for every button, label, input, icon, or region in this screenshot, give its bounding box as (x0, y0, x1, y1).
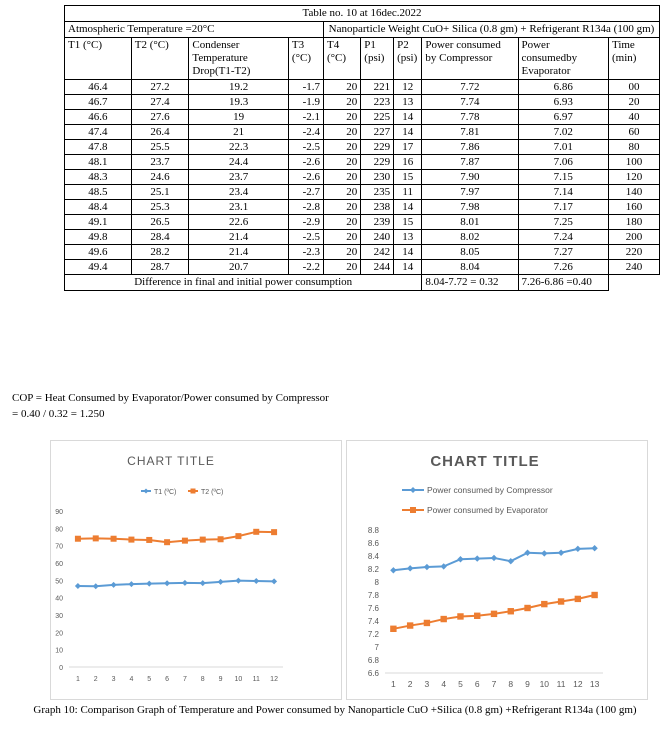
x-tick-label: 9 (525, 679, 530, 689)
table-cell: 7.86 (422, 140, 518, 155)
table-cell: 20 (323, 125, 360, 140)
difference-compressor: 8.04-7.72 = 0.32 (422, 275, 518, 291)
table-cell: 20 (323, 170, 360, 185)
table-cell: 23.7 (189, 170, 289, 185)
y-tick-label: 6.6 (367, 669, 379, 678)
table-cell: 48.3 (65, 170, 132, 185)
table-cell: 46.4 (65, 80, 132, 95)
data-point (146, 581, 152, 587)
x-tick-label: 8 (200, 676, 205, 683)
table-cell: 7.02 (518, 125, 608, 140)
y-tick-label: 7.6 (367, 604, 379, 613)
data-point (75, 583, 81, 589)
column-header: Time (min) (608, 38, 659, 80)
table-cell: 46.6 (65, 110, 132, 125)
x-tick-label: 10 (234, 676, 243, 683)
table-cell: 19 (189, 110, 289, 125)
data-point (474, 613, 480, 619)
data-point (182, 538, 188, 544)
difference-row (65, 275, 660, 291)
table-cell: 200 (608, 230, 659, 245)
table-cell: 23.1 (189, 200, 289, 215)
x-tick-label: 5 (458, 679, 463, 689)
table-cell: -2.9 (288, 215, 323, 230)
column-header: Condenser Temperature Drop(T1-T2) (189, 38, 289, 80)
table-cell: 14 (394, 245, 422, 260)
y-tick-label: 40 (55, 595, 63, 603)
table-cell: 7.27 (518, 245, 608, 260)
table-cell: 28.4 (131, 230, 189, 245)
data-point (253, 529, 259, 535)
header-row (65, 38, 660, 80)
table-cell: 7.24 (518, 230, 608, 245)
table-cell: 6.86 (518, 80, 608, 95)
table-cell: 6.93 (518, 95, 608, 110)
data-point (390, 626, 396, 632)
table-row (65, 185, 660, 200)
cop-value: = 0.40 / 0.32 = 1.250 (12, 408, 105, 420)
chart-title: CHART TITLE (127, 454, 215, 468)
table-cell: 21.4 (189, 230, 289, 245)
data-point (440, 616, 446, 622)
table-cell: 7.01 (518, 140, 608, 155)
table-cell: 20.7 (189, 260, 289, 275)
y-tick-label: 6.8 (367, 656, 379, 665)
table-cell: 20 (323, 95, 360, 110)
x-tick-label: 1 (391, 679, 396, 689)
table-cell: 14 (394, 260, 422, 275)
table-cell: 11 (394, 185, 422, 200)
table-cell: 8.04 (422, 260, 518, 275)
column-header: T2 (°C) (131, 38, 189, 80)
table-cell: 230 (361, 170, 394, 185)
x-tick-label: 3 (424, 679, 430, 689)
table-cell: 49.4 (65, 260, 132, 275)
table-cell: 47.8 (65, 140, 132, 155)
table-cell: 20 (323, 155, 360, 170)
table-row (65, 245, 660, 260)
data-point (591, 545, 597, 551)
data-point (575, 546, 581, 552)
y-tick-label: 20 (55, 630, 63, 638)
data-point (457, 556, 463, 562)
data-point (164, 539, 170, 545)
table-cell: 20 (323, 110, 360, 125)
table-cell: 7.17 (518, 200, 608, 215)
y-tick-label: 80 (55, 526, 63, 534)
table-cell: 00 (608, 80, 659, 95)
data-point (410, 507, 416, 513)
table-row (65, 230, 660, 245)
table-cell: 80 (608, 140, 659, 155)
table-row (65, 110, 660, 125)
table-cell: 20 (323, 215, 360, 230)
data-point (144, 489, 149, 494)
table-cell: 20 (323, 140, 360, 155)
table-cell: 21 (189, 125, 289, 140)
data-point (524, 605, 530, 611)
data-point (491, 555, 497, 561)
table-cell: 244 (361, 260, 394, 275)
temperature-chart-panel (50, 440, 342, 700)
y-tick-label: 10 (55, 647, 63, 655)
data-point (75, 536, 81, 542)
table-cell: 7.90 (422, 170, 518, 185)
table-cell: 14 (394, 110, 422, 125)
x-tick-label: 13 (589, 679, 600, 689)
table-cell: 22.3 (189, 140, 289, 155)
table-cell: 24.6 (131, 170, 189, 185)
data-point (128, 537, 134, 543)
table-cell: 221 (361, 80, 394, 95)
data-point (591, 592, 597, 598)
x-tick-label: 5 (147, 676, 152, 683)
table-cell: 20 (323, 260, 360, 275)
graph-caption: Graph 10: Comparison Graph of Temperature and Power consumed by Nanoparticle CuO +Silica (0.8 gm) +Refrigerant R134a (100 gm) (33, 704, 637, 716)
column-header: Power consumed by Compressor (422, 38, 518, 80)
y-tick-label: 70 (55, 543, 63, 551)
y-tick-label: 8.8 (367, 526, 379, 535)
x-tick-label: 10 (539, 679, 550, 689)
empty-cell (608, 275, 659, 291)
table-cell: 17 (394, 140, 422, 155)
table-cell: 238 (361, 200, 394, 215)
table-cell: 60 (608, 125, 659, 140)
y-tick-label: 8.2 (367, 565, 379, 574)
table-cell: 15 (394, 215, 422, 230)
data-point (410, 487, 416, 493)
table-cell: 227 (361, 125, 394, 140)
data-point (218, 536, 224, 542)
nanoparticle-weight: Nanoparticle Weight CuO+ Silica (0.8 gm) + Refrigerant R134a (100 gm) (323, 22, 659, 38)
table-cell: 7.98 (422, 200, 518, 215)
table-cell: 239 (361, 215, 394, 230)
data-table (64, 5, 660, 291)
y-tick-label: 7.2 (367, 630, 379, 639)
table-cell: 220 (608, 245, 659, 260)
x-tick-label: 1 (75, 676, 80, 683)
table-cell: 7.81 (422, 125, 518, 140)
table-cell: 13 (394, 230, 422, 245)
difference-label: Difference in final and initial power consumption (65, 275, 422, 291)
data-point (271, 529, 277, 535)
data-point (200, 537, 206, 543)
table-cell: 7.87 (422, 155, 518, 170)
table-cell: -1.7 (288, 80, 323, 95)
x-tick-label: 3 (111, 676, 116, 683)
table-cell: 48.5 (65, 185, 132, 200)
data-point (541, 601, 547, 607)
data-point (128, 581, 134, 587)
x-tick-label: 8 (508, 679, 514, 689)
table-cell: 14 (394, 200, 422, 215)
legend-label: T2 (ºC) (201, 489, 224, 496)
table-cell: 12 (394, 80, 422, 95)
table-cell: 19.2 (189, 80, 289, 95)
data-point (93, 583, 99, 589)
data-point (424, 564, 430, 570)
table-cell: 47.4 (65, 125, 132, 140)
x-tick-label: 7 (491, 679, 497, 689)
column-header: P1 (psi) (361, 38, 394, 80)
data-point (235, 578, 241, 584)
table-cell: 7.25 (518, 215, 608, 230)
x-tick-label: 6 (474, 679, 480, 689)
table-cell: 48.4 (65, 200, 132, 215)
table-row (65, 125, 660, 140)
table-cell: 46.7 (65, 95, 132, 110)
table-cell: 27.6 (131, 110, 189, 125)
x-tick-label: 12 (573, 679, 583, 689)
table-cell: 20 (323, 200, 360, 215)
y-tick-label: 8.6 (367, 539, 379, 548)
data-point (474, 555, 480, 561)
table-cell: 22.6 (189, 215, 289, 230)
data-point (253, 578, 259, 584)
table-cell: -2.1 (288, 110, 323, 125)
data-point (111, 582, 117, 588)
table-cell: -2.2 (288, 260, 323, 275)
table-cell: 48.1 (65, 155, 132, 170)
column-header: T1 (°C) (65, 38, 132, 80)
chart-title: CHART TITLE (430, 453, 540, 470)
y-tick-label: 0 (59, 665, 63, 672)
table-cell: -2.3 (288, 245, 323, 260)
y-tick-label: 7.4 (367, 617, 379, 626)
table-cell: 7.14 (518, 185, 608, 200)
table-cell: 40 (608, 110, 659, 125)
data-point (541, 550, 547, 556)
table-cell: -2.4 (288, 125, 323, 140)
table-cell: -2.8 (288, 200, 323, 215)
data-point (575, 596, 581, 602)
table-row (65, 215, 660, 230)
table-cell: 26.4 (131, 125, 189, 140)
x-tick-label: 2 (93, 676, 98, 683)
data-point (271, 578, 277, 584)
table-cell: 28.2 (131, 245, 189, 260)
y-tick-label: 50 (55, 578, 63, 586)
table-cell: 26.5 (131, 215, 189, 230)
data-point (491, 611, 497, 617)
table-cell: 8.05 (422, 245, 518, 260)
table-cell: 120 (608, 170, 659, 185)
table-cell: 13 (394, 95, 422, 110)
difference-evaporator: 7.26-6.86 =0.40 (518, 275, 608, 291)
column-header: Power consumedby Evaporator (518, 38, 608, 80)
data-point (235, 533, 241, 539)
legend-label: Power consumed by Evaporator (427, 505, 548, 515)
y-tick-label: 60 (55, 561, 63, 568)
table-cell: 27.4 (131, 95, 189, 110)
table-cell: 180 (608, 215, 659, 230)
x-tick-label: 12 (270, 676, 278, 683)
table-cell: 23.7 (131, 155, 189, 170)
table-row (65, 170, 660, 185)
table-cell: 242 (361, 245, 394, 260)
table-cell: 240 (608, 260, 659, 275)
column-header: T3 (°C) (288, 38, 323, 80)
table-cell: 23.4 (189, 185, 289, 200)
table-cell: 7.15 (518, 170, 608, 185)
data-point (182, 580, 188, 586)
data-point (424, 620, 430, 626)
table-row (65, 155, 660, 170)
table-cell: -2.6 (288, 170, 323, 185)
table-cell: 100 (608, 155, 659, 170)
data-point (457, 613, 463, 619)
table-cell: 16 (394, 155, 422, 170)
data-point (390, 567, 396, 573)
table-row (65, 200, 660, 215)
table-cell: 7.26 (518, 260, 608, 275)
table-cell: 240 (361, 230, 394, 245)
y-tick-label: 8.4 (367, 552, 379, 561)
table-cell: 7.72 (422, 80, 518, 95)
data-point (407, 565, 413, 571)
table-cell: 14 (394, 125, 422, 140)
table-cell: 49.1 (65, 215, 132, 230)
data-point (146, 537, 152, 543)
table-cell: 27.2 (131, 80, 189, 95)
column-header: T4 (°C) (323, 38, 360, 80)
table-cell: 225 (361, 110, 394, 125)
cop-formula: COP = Heat Consumed by Evaporator/Power consumed by Compressor (12, 392, 329, 404)
table-cell: 20 (323, 80, 360, 95)
data-point (508, 608, 514, 614)
table-cell: 8.02 (422, 230, 518, 245)
series-line (78, 581, 274, 587)
table-cell: 6.97 (518, 110, 608, 125)
x-tick-label: 11 (556, 679, 566, 689)
data-point (93, 535, 99, 541)
table-title: Table no. 10 at 16dec.2022 (65, 6, 660, 22)
data-point (440, 563, 446, 569)
table-cell: 49.8 (65, 230, 132, 245)
data-point (558, 550, 564, 556)
y-tick-label: 8 (374, 578, 379, 587)
y-tick-label: 7.8 (367, 591, 379, 600)
table-cell: 20 (608, 95, 659, 110)
table-row (65, 260, 660, 275)
table-cell: 229 (361, 140, 394, 155)
table-cell: 15 (394, 170, 422, 185)
table-cell: 235 (361, 185, 394, 200)
temperature-chart (51, 441, 341, 699)
x-tick-label: 4 (129, 676, 134, 683)
x-tick-label: 11 (252, 676, 260, 683)
data-point (191, 489, 196, 494)
table-cell: 7.74 (422, 95, 518, 110)
data-point (200, 580, 206, 586)
x-tick-label: 6 (165, 676, 170, 683)
table-cell: 49.6 (65, 245, 132, 260)
table-cell: 28.7 (131, 260, 189, 275)
data-point (218, 579, 224, 585)
table-cell: 229 (361, 155, 394, 170)
legend-label: Power consumed by Compressor (427, 485, 553, 495)
table-cell: -2.7 (288, 185, 323, 200)
table-row (65, 80, 660, 95)
y-tick-label: 30 (55, 613, 63, 620)
table-cell: 223 (361, 95, 394, 110)
table-cell: 160 (608, 200, 659, 215)
table-cell: 140 (608, 185, 659, 200)
table-cell: -1.9 (288, 95, 323, 110)
data-point (111, 536, 117, 542)
data-point (164, 580, 170, 586)
table-cell: -2.6 (288, 155, 323, 170)
table-row (65, 140, 660, 155)
table-cell: 7.97 (422, 185, 518, 200)
table-cell: 25.1 (131, 185, 189, 200)
table-cell: 19.3 (189, 95, 289, 110)
ambient-temperature: Atmospheric Temperature =20°C (65, 22, 324, 38)
y-tick-label: 90 (55, 509, 63, 516)
x-tick-label: 7 (182, 676, 187, 683)
power-chart (347, 441, 647, 699)
x-tick-label: 9 (218, 676, 223, 683)
table-cell: 7.78 (422, 110, 518, 125)
table-cell: -2.5 (288, 230, 323, 245)
legend-label: T1 (ºC) (154, 489, 177, 496)
table-row (65, 95, 660, 110)
column-header: P2 (psi) (394, 38, 422, 80)
data-point (558, 598, 564, 604)
table-cell: 20 (323, 185, 360, 200)
table-cell: 21.4 (189, 245, 289, 260)
series-line (78, 532, 274, 542)
x-tick-label: 4 (441, 679, 447, 689)
table-cell: 8.01 (422, 215, 518, 230)
x-tick-label: 2 (407, 679, 413, 689)
power-chart-panel (346, 440, 648, 700)
table-cell: 25.3 (131, 200, 189, 215)
data-point (407, 622, 413, 628)
table-cell: 7.06 (518, 155, 608, 170)
y-tick-label: 7 (374, 643, 379, 652)
table-cell: 25.5 (131, 140, 189, 155)
table-cell: 24.4 (189, 155, 289, 170)
table-cell: 20 (323, 230, 360, 245)
table-cell: -2.5 (288, 140, 323, 155)
table-cell: 20 (323, 245, 360, 260)
